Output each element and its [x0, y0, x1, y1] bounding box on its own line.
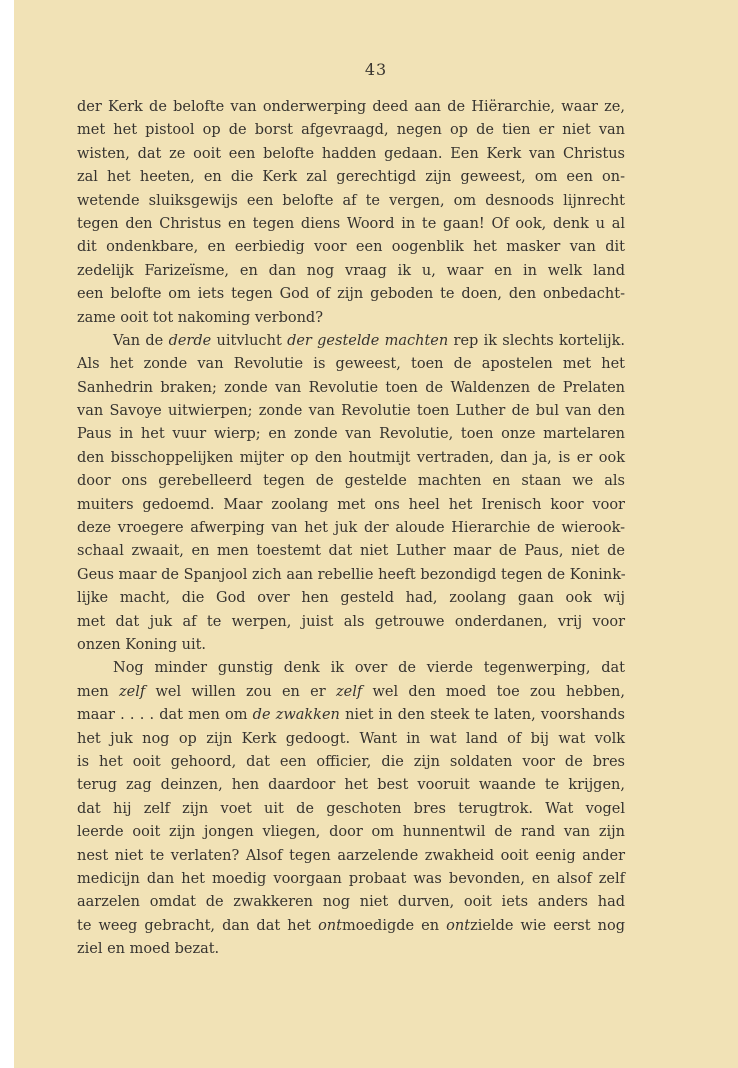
line-text: met dat juk af te werpen, juist als getrouwe onderdanen, vrij voor	[77, 613, 625, 630]
line-text: medicijn dan het moedig voorgaan probaat was bevonden, en alsof zelf	[77, 870, 625, 887]
line-text: Van de	[113, 332, 169, 349]
text-line	[77, 190, 625, 213]
text-line	[77, 634, 625, 657]
line-text: wisten, dat ze ooit een belofte hadden gedaan. Een Kerk van Christus	[77, 145, 625, 162]
text-line	[77, 540, 625, 563]
text-line	[77, 704, 625, 727]
line-text: men	[77, 683, 119, 700]
text-line	[77, 657, 625, 680]
line-text: dat hij zelf zijn voet uit de geschoten bres terugtrok. Wat vogel	[77, 800, 625, 817]
line-text: Als het zonde van Revolutie is geweest, toen de apostelen met het	[77, 356, 625, 373]
text-line	[77, 423, 625, 446]
line-text: lijke macht, die God over hen gesteld had, zoolang gaan ook wij	[77, 590, 625, 607]
emphasized-text: ont	[446, 917, 471, 934]
page-number: 43	[364, 60, 388, 79]
line-text: terug zag deinzen, hen daardoor het best vooruit waande te krijgen,	[77, 777, 625, 794]
text-line	[77, 821, 625, 844]
line-text: niet in den steek te laten, voorshands	[339, 707, 625, 724]
text-line	[77, 938, 625, 961]
text-line	[77, 728, 625, 751]
text-line	[77, 353, 625, 376]
line-text: der Kerk de belofte van onderwerping deed aan de Hiërarchie, waar ze,	[77, 99, 625, 115]
text-line	[77, 915, 625, 938]
book-page	[14, 0, 738, 1068]
text-line	[77, 517, 625, 540]
emphasized-text: derde	[168, 332, 212, 349]
text-line	[77, 447, 625, 470]
text-line	[77, 119, 625, 142]
emphasized-text: zelf	[335, 683, 363, 700]
text-line	[77, 166, 625, 189]
text-line	[77, 751, 625, 774]
emphasized-text: ont	[318, 917, 342, 934]
text-line	[77, 564, 625, 587]
text-line	[77, 868, 625, 891]
emphasized-text: zelf	[118, 683, 146, 700]
body-text	[77, 96, 625, 961]
line-text: het juk nog op zijn Kerk gedoogt. Want in wat land of bij wat volk	[77, 730, 625, 747]
text-line	[77, 307, 625, 330]
text-line	[77, 236, 625, 259]
text-line	[77, 611, 625, 634]
text-line	[77, 330, 625, 353]
text-line	[77, 681, 625, 704]
line-text: zal het heeten, en die Kerk zal gerechtigd zijn geweest, om een on-	[77, 169, 625, 186]
line-text: zedelijk Farizeïsme, en dan nog vraag ik u, waar en in welk land	[77, 262, 625, 279]
text-line	[77, 494, 625, 517]
line-text: Geus maar de Spanjool zich aan rebellie heeft bezondigd tegen de Konink-	[77, 566, 626, 583]
line-text: door ons gerebelleerd tegen de gestelde machten en staan we als	[77, 473, 625, 490]
line-text: aarzelen omdat de zwakkeren nog niet durven, ooit iets anders had	[77, 894, 625, 911]
line-text: dit ondenkbare, en eerbiedig voor een oogenblik het masker van dit	[77, 239, 625, 256]
line-text: deze vroegere afwerping van het juk der aloude Hierarchie de wierook-	[77, 520, 625, 537]
line-text: zame ooit tot nakoming verbond?	[77, 309, 323, 326]
line-text: met het pistool op de borst afgevraagd, negen op de tien er niet van	[77, 122, 625, 139]
line-text: wetende sluiksgewijs een belofte af te vergen, om desnoods lijnrecht	[77, 192, 625, 209]
line-text: moedigde en	[341, 917, 447, 934]
line-text: muiters gedoemd. Maar zoolang met ons heel het Irenisch koor voor	[77, 496, 625, 513]
text-line	[77, 587, 625, 610]
text-line	[77, 774, 625, 797]
text-line	[77, 798, 625, 821]
text-line	[77, 845, 625, 868]
line-text: den bisschoppelijken mijter op den houtmijt vertraden, dan ja, is er ook	[77, 449, 625, 466]
text-line	[77, 213, 625, 236]
text-line	[77, 470, 625, 493]
line-text: schaal zwaait, en men toestemt dat niet Luther maar de Paus, niet de	[77, 543, 625, 560]
line-text: is het ooit gehoord, dat een officier, die zijn soldaten voor de bres	[77, 753, 625, 770]
line-text: nest niet te verlaten? Alsof tegen aarzelende zwakheid ooit eenig ander	[77, 847, 625, 864]
line-text: leerde ooit zijn jongen vliegen, door om hunnentwil de rand van zijn	[77, 824, 625, 841]
line-text: te weeg gebracht, dan dat het	[77, 917, 319, 934]
text-line	[77, 96, 625, 119]
line-text: zielde wie eerst nog	[470, 917, 625, 934]
line-text: Sanhedrin braken; zonde van Revolutie toen de Waldenzen de Prelaten	[77, 379, 625, 396]
line-text: Paus in het vuur wierp; en zonde van Revolutie, toen onze martelaren	[77, 426, 625, 443]
text-line	[77, 143, 625, 166]
line-text: ziel en moed bezat.	[77, 941, 220, 958]
line-text: een belofte om iets tegen God of zijn geboden te doen, den onbedacht-	[77, 286, 625, 303]
line-text: Nog minder gunstig denk ik over de vierde tegenwerping, dat	[113, 660, 625, 677]
line-text: van Savoye uitwierpen; zonde van Revolutie toen Luther de bul van den	[77, 403, 625, 420]
emphasized-text: der gestelde machten	[287, 332, 449, 349]
line-text: onzen Koning uit.	[77, 636, 207, 653]
text-line	[77, 891, 625, 914]
line-text: maar . . . . dat men om	[77, 707, 253, 724]
text-line	[77, 400, 625, 423]
text-line	[77, 283, 625, 306]
text-line	[77, 377, 625, 400]
line-text: wel den moed toe zou hebben,	[362, 683, 626, 700]
line-text: uitvlucht	[211, 332, 288, 349]
line-text: rep ik slechts kortelijk.	[448, 332, 625, 349]
text-line	[77, 260, 625, 283]
line-text: tegen den Christus en tegen diens Woord in te gaan! Of ook, denk u al	[77, 215, 625, 232]
line-text: wel willen zou en er	[145, 683, 336, 700]
emphasized-text: de zwakken	[252, 707, 340, 724]
